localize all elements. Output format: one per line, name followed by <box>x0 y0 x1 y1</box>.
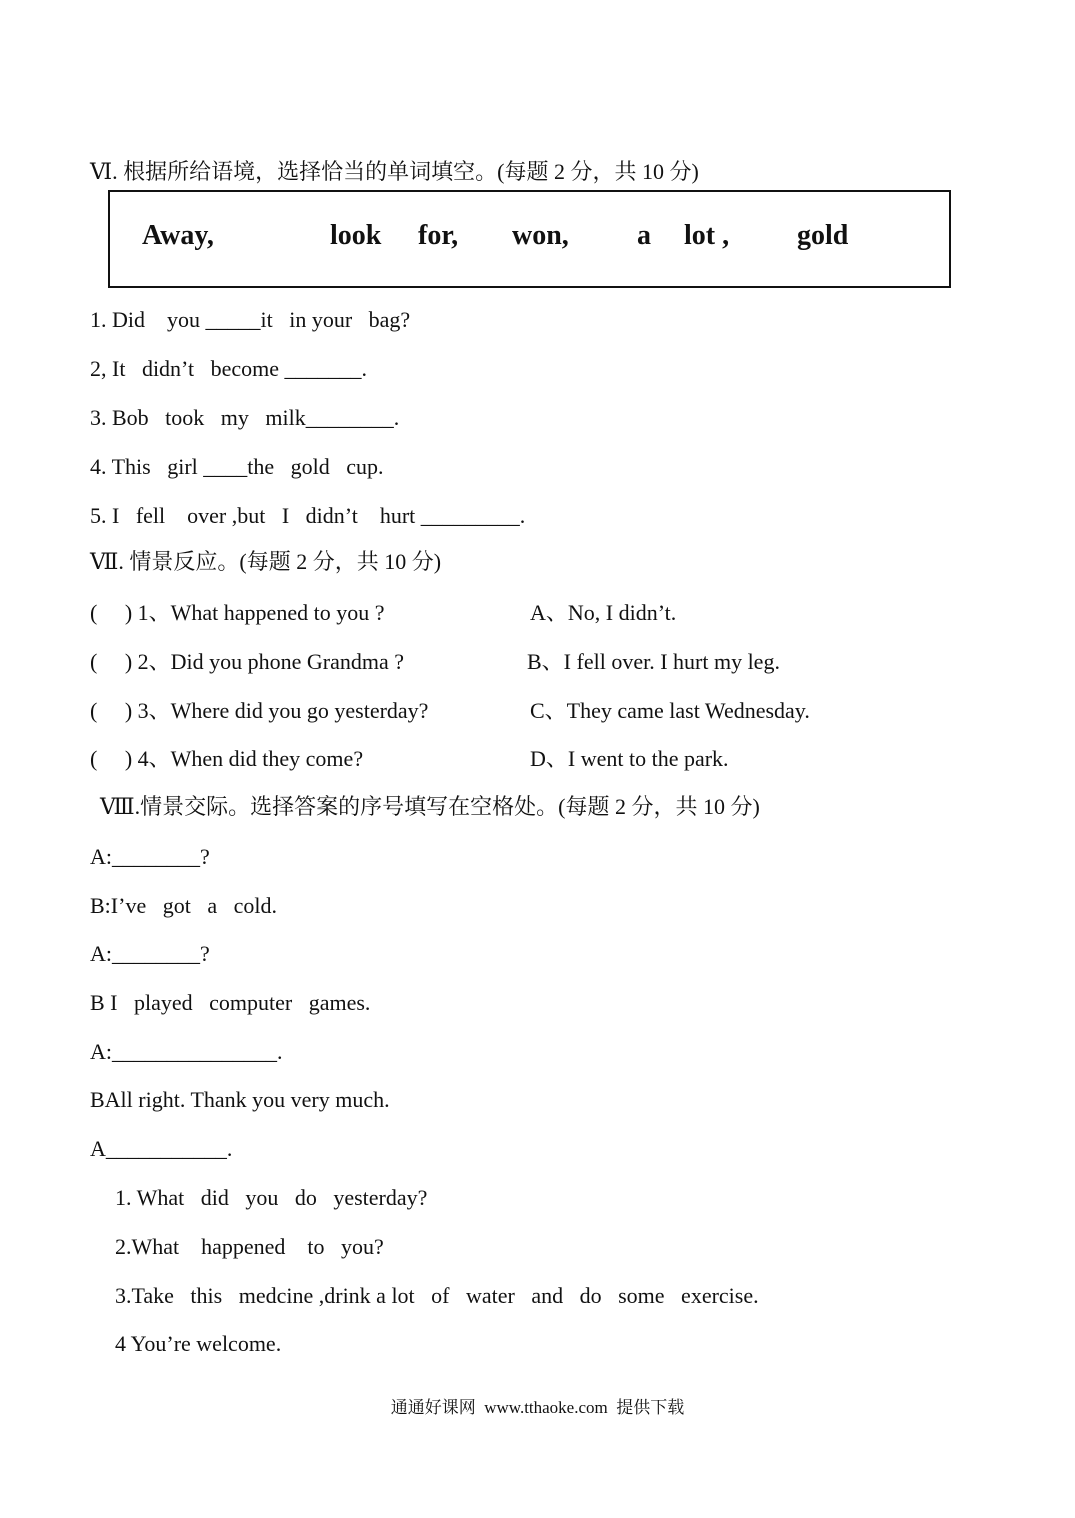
dialogue-line: B I played computer games. <box>90 990 371 1015</box>
word-bank-item: lot , <box>684 220 730 251</box>
dialogue-line: A:________? <box>90 941 210 966</box>
response-answer: A、No, I didn’t. <box>530 600 677 625</box>
response-question: ( ) 2、Did you phone Grandma ? <box>90 649 405 674</box>
response-answer: B、I fell over. I hurt my leg. <box>527 649 780 674</box>
response-answer: C、They came last Wednesday. <box>530 698 810 723</box>
page-footer: 通通好课网 www.tthaoke.com 提供下载 <box>390 1398 685 1417</box>
section-6-title: Ⅵ. 根据所给语境，选择恰当的单词填空。(每题 2 分，共 10 分) <box>90 159 699 184</box>
response-question: ( ) 3、Where did you go yesterday? <box>90 698 429 723</box>
word-bank-box <box>108 190 951 288</box>
section-8-title: Ⅷ.情景交际。选择答案的序号填写在空格处。(每题 2 分，共 10 分) <box>100 794 760 819</box>
dialogue-line: BAll right. Thank you very much. <box>90 1087 390 1112</box>
option-item: 3.Take this medcine ,drink a lot of water and do some exercise. <box>115 1283 759 1308</box>
word-bank-item: for, <box>418 220 459 251</box>
dialogue-line: A:________? <box>90 844 210 869</box>
response-question: ( ) 1、What happened to you ? <box>90 600 385 625</box>
word-bank-item: Away, <box>142 220 214 251</box>
word-bank-item: a <box>637 220 651 251</box>
fill-blank-question: 1. Did you _____it in your bag? <box>90 307 411 332</box>
word-bank-item: look <box>330 220 382 251</box>
fill-blank-question: 4. This girl ____the gold cup. <box>90 454 384 479</box>
response-question: ( ) 4、When did they come? <box>90 746 364 771</box>
option-item: 2.What happened to you? <box>115 1234 384 1259</box>
fill-blank-question: 5. I fell over ,but I didn’t hurt _________. <box>90 503 526 528</box>
response-answer: D、I went to the park. <box>530 746 729 771</box>
fill-blank-question: 3. Bob took my milk________. <box>90 405 400 430</box>
dialogue-line: B:I’ve got a cold. <box>90 893 277 918</box>
dialogue-line: A:_______________. <box>90 1039 283 1064</box>
word-bank-item: gold <box>797 220 849 251</box>
fill-blank-question: 2, It didn’t become _______. <box>90 356 367 381</box>
dialogue-line: A___________. <box>90 1136 233 1161</box>
option-item: 4 You’re welcome. <box>115 1331 282 1356</box>
section-7-title: Ⅶ. 情景反应。(每题 2 分，共 10 分) <box>90 549 442 574</box>
option-item: 1. What did you do yesterday? <box>115 1185 428 1210</box>
word-bank-item: won, <box>512 220 569 251</box>
